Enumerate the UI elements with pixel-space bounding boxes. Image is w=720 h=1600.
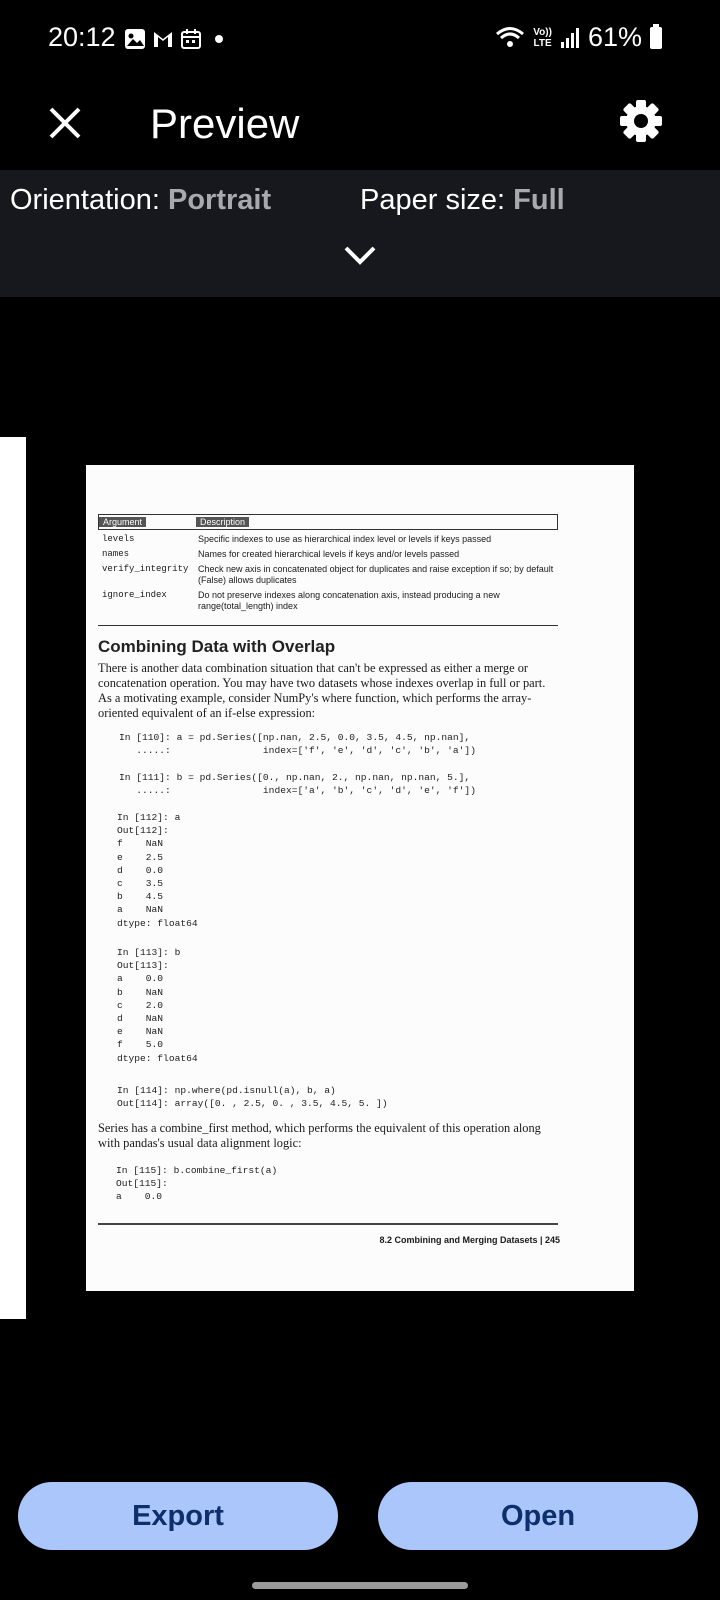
code-block: In [110]: a = pd.Series([np.nan, 2.5, 0.0, 3.5, 4.5, np.nan], .....: index=['f', 'e', 'd', 'c', 'b', 'a']) — [119, 732, 476, 757]
battery-percent: 61% — [587, 22, 642, 52]
orientation-value: Portrait — [167, 184, 272, 216]
wifi-icon — [495, 25, 525, 51]
notification-icons — [124, 28, 230, 50]
gesture-navigation-bar[interactable] — [252, 1582, 468, 1589]
table-rule — [98, 625, 558, 626]
print-options-panel — [0, 170, 720, 297]
code-block: In [112]: a Out[112]: f NaN e 2.5 d 0.0 c 3.5 b 4.5 a NaN dtype: float64 — [117, 812, 198, 929]
close-icon — [48, 106, 82, 140]
previous-page-preview[interactable] — [0, 437, 26, 1319]
code-block: In [113]: b Out[113]: a 0.0 b NaN c 2.0 d NaN e NaN f 5.0 dtype: float64 — [117, 947, 198, 1064]
table-row: levels Specific indexes to use as hierarchical index level or levels if keys passed — [102, 534, 492, 544]
dot-icon — [208, 28, 230, 50]
status-bar — [0, 0, 720, 80]
table-row: verify_integrity Check new axis in concatenated object for duplicates and raise exception if so; by default (False) allows duplicates — [102, 564, 554, 585]
table-row: ignore_index Do not preserve indexes along concatenation axis, instead producing a new range(total_length) index — [102, 590, 500, 611]
code-block: In [114]: np.where(pd.isnull(a), b, a) Out[114]: array([0. , 2.5, 0. , 3.5, 4.5, 5. ]) — [117, 1085, 388, 1110]
paragraph: There is another data combination situation that can't be expressed as either a merge or concatenation operation. You may have two datasets whose indexes overlap in full or part. As a motivating example, consider NumPy's where function, which performs the array-oriented equivalent of an if-else expression: — [98, 661, 546, 720]
code-block: In [115]: b.combine_first(a) Out[115]: a 0.0 — [116, 1165, 278, 1203]
chevron-down-icon[interactable] — [342, 240, 378, 270]
volte-indicator: Vo)) LTE — [533, 26, 552, 49]
system-icons — [495, 22, 662, 53]
status-time: 20:12 — [48, 22, 116, 52]
signal-icon — [560, 27, 580, 49]
paper-size-value: Full — [513, 184, 565, 216]
page-footer: 8.2 Combining and Merging Datasets | 245 — [379, 1235, 560, 1245]
table-header: Argument Description — [98, 514, 558, 530]
calendar-icon — [180, 28, 202, 50]
gear-icon — [614, 94, 668, 148]
code-block: In [111]: b = pd.Series([0., np.nan, 2., np.nan, np.nan, 5.], .....: index=['a', 'b', 'c', 'd', 'e', 'f']) — [119, 772, 476, 797]
settings-button[interactable] — [614, 94, 668, 148]
page-preview[interactable] — [86, 465, 634, 1291]
export-button[interactable]: Export — [18, 1482, 338, 1550]
open-button[interactable]: Open — [378, 1482, 698, 1550]
battery-icon — [650, 27, 662, 49]
paragraph: Series has a combine_first method, which performs the equivalent of this operation along with pandas's usual data alignment logic: — [98, 1121, 541, 1150]
orientation-option[interactable]: Orientation: Portrait — [10, 184, 272, 216]
photo-icon — [124, 28, 146, 50]
page-title: Preview — [150, 100, 300, 147]
paper-size-option[interactable]: Paper size: Full — [360, 184, 565, 216]
argument-table — [98, 514, 558, 612]
footer-rule — [98, 1223, 558, 1225]
gmail-icon — [152, 28, 174, 50]
table-row: names Names for created hierarchical levels if keys and/or levels passed — [102, 549, 460, 559]
section-title: Combining Data with Overlap — [98, 637, 336, 656]
app-toolbar — [0, 80, 720, 170]
close-button[interactable] — [40, 98, 90, 148]
